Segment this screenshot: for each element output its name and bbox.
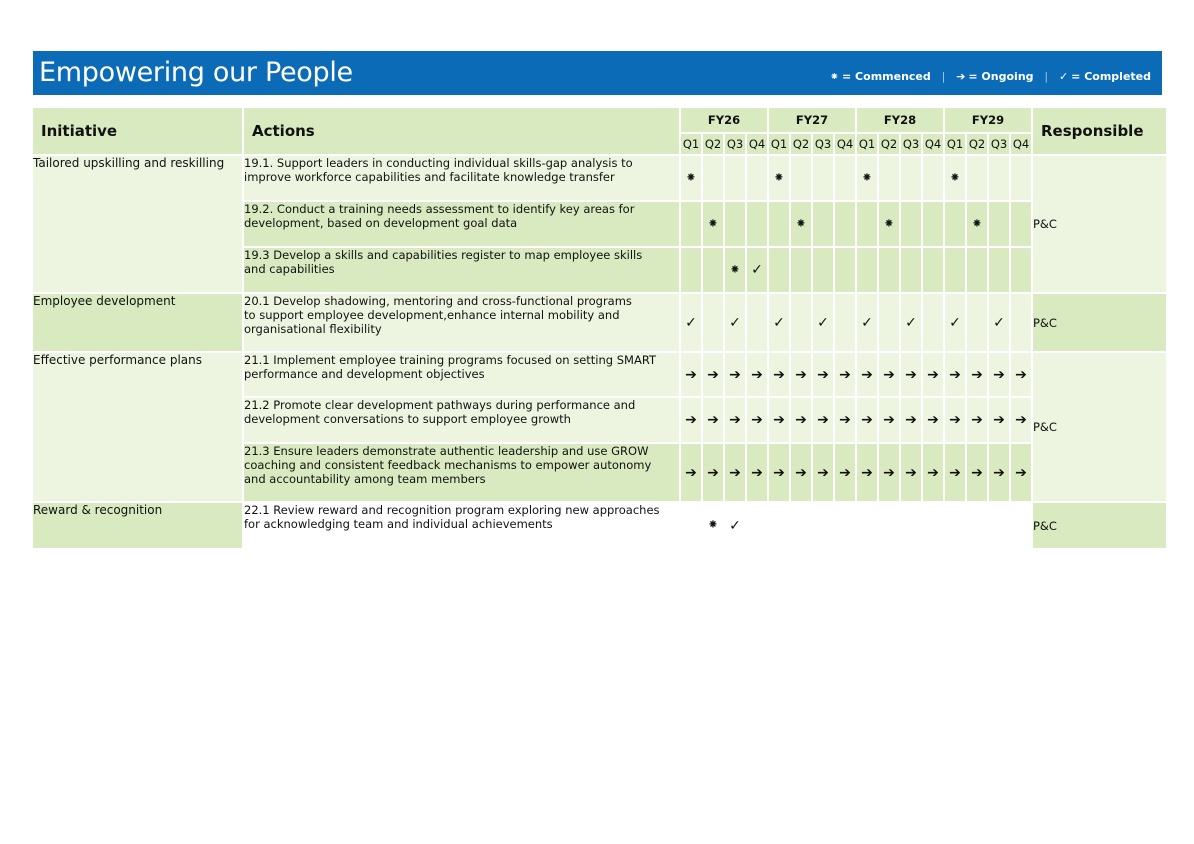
action-text: 19.2. Conduct a training needs assessment to identify key areas for development, based on development goal data	[244, 202, 635, 230]
completed-icon: ✓	[857, 292, 877, 351]
column-header-quarter: Q1	[769, 132, 789, 154]
quarter-cell	[989, 246, 1009, 292]
commenced-icon: ⁕	[967, 200, 987, 246]
column-header-quarter: Q1	[681, 132, 701, 154]
quarter-cell	[989, 501, 1009, 548]
ongoing-icon: ➔	[747, 396, 767, 442]
column-header-fy: FY27	[769, 108, 855, 132]
quarter-cell	[835, 200, 855, 246]
quarter-cell	[901, 501, 921, 548]
quarter-cell	[967, 154, 987, 200]
action-cell	[244, 501, 679, 548]
ongoing-icon: ➔	[901, 396, 921, 442]
column-header-quarter: Q2	[879, 132, 899, 154]
action-text: 22.1 Review reward and recognition program exploring new approaches for acknowledging team and individual achievements	[244, 503, 660, 531]
quarter-cell	[857, 246, 877, 292]
column-header-initiative: Initiative	[33, 108, 242, 154]
quarter-cell	[769, 246, 789, 292]
quarter-cell	[1011, 154, 1031, 200]
quarter-cell	[857, 501, 877, 548]
quarter-cell	[967, 501, 987, 548]
legend-completed-label: = Completed	[1071, 70, 1151, 83]
responsible-cell: P&C	[1033, 292, 1166, 351]
commenced-icon: ⁕	[681, 154, 701, 200]
quarter-cell	[857, 200, 877, 246]
column-header-fy: FY28	[857, 108, 943, 132]
commenced-icon: ⁕	[703, 501, 723, 548]
ongoing-icon: ➔	[857, 396, 877, 442]
ongoing-icon: ➔	[967, 396, 987, 442]
quarter-cell	[703, 292, 723, 351]
column-header-fy: FY29	[945, 108, 1031, 132]
ongoing-icon: ➔	[725, 396, 745, 442]
ongoing-icon: ➔	[681, 442, 701, 501]
action-text: 19.3 Develop a skills and capabilities register to map employee skills and capabilities	[244, 248, 643, 276]
ongoing-icon: ➔	[1011, 351, 1031, 396]
initiatives-table	[31, 108, 1168, 548]
ongoing-icon: ➔	[1011, 396, 1031, 442]
ongoing-icon: ➔	[747, 442, 767, 501]
quarter-cell	[681, 246, 701, 292]
commenced-icon: ⁕	[879, 200, 899, 246]
action-text: 20.1 Develop shadowing, mentoring and cross-functional programs to support employee development,enhance internal mobility and organisational flexibility	[244, 294, 632, 336]
ongoing-icon: ➔	[945, 442, 965, 501]
commenced-icon: ⁕	[769, 154, 789, 200]
column-header-quarter: Q3	[725, 132, 745, 154]
completed-icon: ✓	[747, 246, 767, 292]
action-cell	[244, 154, 679, 200]
ongoing-icon: ➔	[901, 351, 921, 396]
column-header-quarter: Q2	[703, 132, 723, 154]
completed-icon: ✓	[725, 292, 745, 351]
ongoing-icon: ➔	[923, 396, 943, 442]
action-cell	[244, 200, 679, 246]
quarter-cell	[945, 501, 965, 548]
quarter-cell	[747, 154, 767, 200]
quarter-cell	[901, 246, 921, 292]
page-banner	[33, 51, 1162, 95]
quarter-cell	[681, 501, 701, 548]
ongoing-icon: ➔	[725, 351, 745, 396]
ongoing-icon: ➔	[956, 70, 966, 83]
ongoing-icon: ➔	[813, 442, 833, 501]
column-header-quarter: Q3	[813, 132, 833, 154]
responsible-cell: P&C	[1033, 154, 1166, 292]
quarter-cell	[769, 501, 789, 548]
ongoing-icon: ➔	[901, 442, 921, 501]
quarter-cell	[923, 200, 943, 246]
quarter-cell	[901, 154, 921, 200]
ongoing-icon: ➔	[835, 442, 855, 501]
quarter-cell	[835, 501, 855, 548]
action-cell	[244, 351, 679, 396]
ongoing-icon: ➔	[989, 351, 1009, 396]
ongoing-icon: ➔	[681, 396, 701, 442]
ongoing-icon: ➔	[923, 351, 943, 396]
quarter-cell	[879, 292, 899, 351]
action-text: 21.1 Implement employee training programs focused on setting SMART performance and development objectives	[244, 353, 657, 381]
ongoing-icon: ➔	[725, 442, 745, 501]
table-row	[33, 351, 1166, 396]
ongoing-icon: ➔	[1011, 442, 1031, 501]
commenced-icon: ⁕	[725, 246, 745, 292]
completed-icon: ✓	[769, 292, 789, 351]
quarter-cell	[989, 154, 1009, 200]
column-header-quarter: Q2	[791, 132, 811, 154]
completed-icon: ✓	[989, 292, 1009, 351]
column-header-quarter: Q4	[1011, 132, 1031, 154]
quarter-cell	[945, 246, 965, 292]
legend	[830, 70, 1151, 83]
initiative-cell: Effective performance plans	[33, 351, 242, 501]
column-header-quarter: Q1	[857, 132, 877, 154]
column-header-quarter: Q4	[923, 132, 943, 154]
quarter-cell	[923, 501, 943, 548]
responsible-cell: P&C	[1033, 351, 1166, 501]
ongoing-icon: ➔	[791, 442, 811, 501]
quarter-cell	[967, 292, 987, 351]
quarter-cell	[879, 246, 899, 292]
ongoing-icon: ➔	[989, 442, 1009, 501]
ongoing-icon: ➔	[791, 351, 811, 396]
column-header-quarter: Q4	[747, 132, 767, 154]
table-row	[33, 501, 1166, 548]
ongoing-icon: ➔	[989, 396, 1009, 442]
column-header-fy: FY26	[681, 108, 767, 132]
quarter-cell	[769, 200, 789, 246]
commenced-icon: ⁕	[829, 70, 840, 83]
legend-divider: |	[941, 70, 946, 83]
ongoing-icon: ➔	[813, 396, 833, 442]
quarter-cell	[835, 292, 855, 351]
ongoing-icon: ➔	[857, 442, 877, 501]
table-row	[33, 292, 1166, 351]
ongoing-icon: ➔	[813, 351, 833, 396]
ongoing-icon: ➔	[703, 442, 723, 501]
ongoing-icon: ➔	[835, 351, 855, 396]
quarter-cell	[1011, 200, 1031, 246]
quarter-cell	[813, 154, 833, 200]
quarter-cell	[747, 501, 767, 548]
quarter-cell	[681, 200, 701, 246]
completed-icon: ✓	[813, 292, 833, 351]
completed-icon: ✓	[1058, 70, 1069, 83]
ongoing-icon: ➔	[791, 396, 811, 442]
quarter-cell	[747, 292, 767, 351]
commenced-icon: ⁕	[857, 154, 877, 200]
quarter-cell	[945, 200, 965, 246]
action-text: 21.3 Ensure leaders demonstrate authentic leadership and use GROW coaching and consistent feedback mechanisms to empower autonomy and accountability among team members	[244, 444, 652, 486]
completed-icon: ✓	[725, 501, 745, 548]
responsible-cell: P&C	[1033, 501, 1166, 548]
quarter-cell	[703, 246, 723, 292]
action-text: 21.2 Promote clear development pathways during performance and development conversations to support employee growth	[244, 398, 636, 426]
table-row	[33, 154, 1166, 200]
ongoing-icon: ➔	[769, 396, 789, 442]
quarter-cell	[1011, 246, 1031, 292]
ongoing-icon: ➔	[945, 351, 965, 396]
quarter-cell	[835, 154, 855, 200]
initiative-cell: Employee development	[33, 292, 242, 351]
column-header-quarter: Q1	[945, 132, 965, 154]
ongoing-icon: ➔	[967, 442, 987, 501]
ongoing-icon: ➔	[879, 442, 899, 501]
ongoing-icon: ➔	[703, 396, 723, 442]
quarter-cell	[923, 154, 943, 200]
action-cell	[244, 442, 679, 501]
commenced-icon: ⁕	[791, 200, 811, 246]
quarter-cell	[725, 200, 745, 246]
quarter-cell	[813, 246, 833, 292]
quarter-cell	[703, 154, 723, 200]
quarter-cell	[967, 246, 987, 292]
ongoing-icon: ➔	[681, 351, 701, 396]
quarter-cell	[923, 246, 943, 292]
quarter-cell	[747, 200, 767, 246]
page-title: Empowering our People	[39, 57, 353, 88]
initiative-cell: Tailored upskilling and reskilling	[33, 154, 242, 292]
quarter-cell	[901, 200, 921, 246]
ongoing-icon: ➔	[769, 351, 789, 396]
ongoing-icon: ➔	[857, 351, 877, 396]
ongoing-icon: ➔	[703, 351, 723, 396]
quarter-cell	[989, 200, 1009, 246]
ongoing-icon: ➔	[879, 396, 899, 442]
column-header-quarter: Q2	[967, 132, 987, 154]
column-header-actions: Actions	[244, 108, 679, 154]
quarter-cell	[1011, 501, 1031, 548]
quarter-cell	[813, 501, 833, 548]
initiative-cell: Reward & recognition	[33, 501, 242, 548]
quarter-cell	[791, 292, 811, 351]
ongoing-icon: ➔	[945, 396, 965, 442]
ongoing-icon: ➔	[769, 442, 789, 501]
quarter-cell	[923, 292, 943, 351]
legend-commenced-label: = Commenced	[842, 70, 931, 83]
ongoing-icon: ➔	[967, 351, 987, 396]
quarter-cell	[1011, 292, 1031, 351]
commenced-icon: ⁕	[703, 200, 723, 246]
column-header-quarter: Q3	[989, 132, 1009, 154]
commenced-icon: ⁕	[945, 154, 965, 200]
quarter-cell	[725, 154, 745, 200]
quarter-cell	[835, 246, 855, 292]
quarter-cell	[791, 154, 811, 200]
legend-ongoing-label: = Ongoing	[968, 70, 1034, 83]
quarter-cell	[813, 200, 833, 246]
quarter-cell	[791, 246, 811, 292]
quarter-cell	[879, 154, 899, 200]
ongoing-icon: ➔	[923, 442, 943, 501]
column-header-quarter: Q4	[835, 132, 855, 154]
column-header-responsible: Responsible	[1033, 108, 1166, 154]
ongoing-icon: ➔	[879, 351, 899, 396]
action-cell	[244, 396, 679, 442]
completed-icon: ✓	[681, 292, 701, 351]
quarter-cell	[879, 501, 899, 548]
ongoing-icon: ➔	[835, 396, 855, 442]
ongoing-icon: ➔	[747, 351, 767, 396]
completed-icon: ✓	[901, 292, 921, 351]
action-cell	[244, 292, 679, 351]
legend-divider: |	[1044, 70, 1049, 83]
action-cell	[244, 246, 679, 292]
action-text: 19.1. Support leaders in conducting individual skills-gap analysis to improve workforce capabilities and facilitate knowledge transfer	[244, 156, 633, 184]
completed-icon: ✓	[945, 292, 965, 351]
column-header-quarter: Q3	[901, 132, 921, 154]
quarter-cell	[791, 501, 811, 548]
